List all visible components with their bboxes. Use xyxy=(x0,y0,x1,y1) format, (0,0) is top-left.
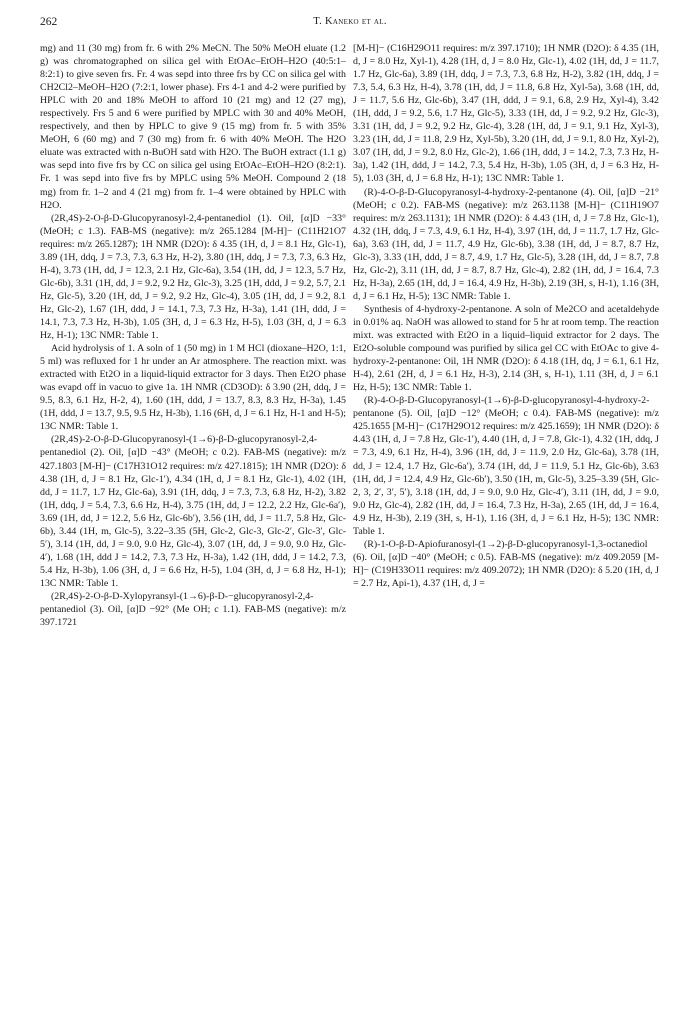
paragraph-acid-hydrolysis: Acid hydrolysis of 1. A soln of 1 (50 mg) in 1 M HCl (dioxane–H2O, 1:1, 5 ml) was refluxed for 1 hr under an Ar atmosphere. The reaction mixt. was extracted with Et2O in a liquid-liquid extractor for 3 days. Then Et2O phase was evapd off in vacuo to give 1a. 1H NMR (CD3OD): δ 3.90 (2H, ddq, J = 9.5, 8.3, 6.1 Hz, H-2, 4), 1.60 (1H, ddd, J = 13.7, 8.3, 8.3 Hz, H-3a), 1.45 (1H, ddd, J = 13.7, 9.5, 9.5 Hz, H-3b), 1.16 (6H, d, J = 6.1 Hz, H-1 and H-5); 13C NMR: Table 1. xyxy=(40,343,346,433)
paragraph-compound-2: (2R,4S)-2-O-β-D-Glucopyranosyl-(1→6)-β-D-glucopyranosyl-2,4-pentanediol (2). Oil, [α]D −43° (MeOH; c 0.2). FAB-MS (negative): m/z 427.1803 [M-H]− (C17H31O12 requires: m/z 427.1815); 1H NMR (D2O): δ 4.38 (1H, d, J = 8.1 Hz, Glc-1′), 4.34 (1H, d, J = 8.1 Hz, Glc-1), 4.02 (1H, dd, J = 11.7, 1.7 Hz, Glc-6a), 3.91 (1H, ddq, J = 7.3, 7.3, 6.8 Hz, H-2), 3.82 (1H, ddq, J = 5.4, 7.3, 6.6 Hz, H-4), 3.75 (1H, dd, J = 12.2, 2.2 Hz, Glc-6a′), 3.69 (1H, dd, J = 12.2, 5.6 Hz, Glc-6b′), 3.56 (1H, dd, J = 11.7, 5.8 Hz, Glc-6b), 3.44 (1H, m, Glc-5), 3.22–3.35 (5H, Glc-2, Glc-3, Glc-2′, Glc-3′, Glc-5′), 3.14 (1H, dd, J = 9.0, 9.0 Hz, Glc-4), 3.07 (1H, dd, J = 9.0, 9.0 Hz, Glc-4′), 1.68 (1H, ddd J = 14.2, 7.3, 7.3 Hz, H-3a), 1.42 (1H, ddd, J = 14.2, 7.3, 5.4 Hz, H-3b), 1.06 (3H, d, J = 6.6 Hz, H-5), 1.04 (3H, d, J = 6.8 Hz, H-1); 13C NMR: Table 1. xyxy=(40,434,346,589)
paragraph-left-1: mg) and 11 (30 mg) from fr. 6 with 2% MeCN. The 50% MeOH eluate (1.2 g) was chromatographed on silica gel with EtOAc–EtOH–H2O (40:5:1–8:2:1) to give seven frs. Fr. 4 was sepd into three frs by CC on silica gel with CH2Cl2–MeOH–H2O (7:2:1, lower phase). Frs 4-1 and 4-2 were purified by HPLC with 20 and 18% MeOH to afford 10 (21 mg) and 12 (27 mg), respectively. Frs 5 and 6 were purified by MPLC with 30 and 40% MeOH, respectively, and then by HPLC to give 9 (15 mg) from fr. 5 with 35% MeOH, 6 (60 mg) and 7 (30 mg) from fr. 6 with 40% MeOH. The H2O eluate was extracted with n-BuOH satd with H2O. The BuOH extract (1.1 g) was sepd into five frs by CC on silica gel using EtOAc–EtOH–H2O (8:2:1). Fr. 1 was sepd into five frs by MPLC using 5% MeOH. Compound 2 (18 mg) from fr. 1–2 and 4 (21 mg) from fr. 1–4 were obtained by HPLC with H2O. xyxy=(40,43,346,211)
right-column xyxy=(353,42,659,590)
left-column xyxy=(40,42,346,629)
page-number: 262 xyxy=(40,16,58,28)
paragraph-synthesis: Synthesis of 4-hydroxy-2-pentanone. A soln of Me2CO and acetaldehyde in 0.01% aq. NaOH was allowed to stand for 5 hr at room temp. The reaction mixt. was extracted with Et2O in a liquid–liquid extractor for 2 days. The Et2O-soluble compound was purified by silica gel CC with EtOAc to give 4-hydroxy-2-pentanone: Oil, 1H NMR (D2O): δ 4.18 (1H, dq, J = 6.1, 6.1 Hz, H-4), 2.61 (2H, d, J = 6.1 Hz, H-3), 2.14 (3H, s, H-1), 1.11 (3H, d, J = 6.1 Hz, H-5); 13C NMR: Table 1. xyxy=(353,303,659,394)
paragraph-compound-3: (2R,4S)-2-O-β-D-Xylopyransyl-(1→6)-β-D-−glucopyranosyl-2,4-pentanediol (3). Oil, [α]D −92° (Me OH; c 1.1). FAB-MS (negative): m/z 397.1721 xyxy=(40,590,346,629)
paragraph-compound-5: (R)-4-O-β-D-Glucopyranosyl-(1→6)-β-D-glucopyranosyl-4-hydroxy-2-pentanone (5). Oil, [α]D −12° (MeOH; c 0.4). FAB-MS (negative): m/z 425.1655 [M-H]− (C17H29O12 requires: m/z 425.1659); 1H NMR (D2O): δ 4.43 (1H, d, J = 7.8 Hz, Glc-1′), 4.40 (1H, d, J = 7.8, Glc-1), 4.32 (1H, ddq, J = 7.3, 4.9, 6.1 Hz, H-4), 3.96 (1H, dd, J = 11.9, 2.0 Hz, Glc-6a), 3.78 (1H, dd, J = 12.4, 1.7 Hz, Glc-6a′), 3.74 (1H, dd, J = 11.9, 5.1 Hz, Glc-6b), 3.63 (1H, dd, J = 12.4, 4.9 Hz, Glc-6b′), 3.50 (1H, m, Glc-5), 3.25–3.39 (5H, Glc-2, 3, 2′, 3′, 5′), 3.18 (1H, dd, J = 9.0, 9.0 Hz, Glc-4′), 3.11 (1H, dd, J = 9.0, 9.0 Hz, Glc-4), 2.82 (1H, dd, J = 16.4, 7.3 Hz, H-3a), 2.65 (1H, dd, J = 16.4, 4.9 Hz, H-3b), 2.19 (3H, s, H-1), 1.16 (3H, d, J = 6.1 Hz, H-5); 13C NMR: Table 1. xyxy=(353,395,659,537)
paragraph-compound-6: (R)-1-O-β-D-Apiofuranosyl-(1→2)-β-D-glucopyranosyl-1,3-octanediol (6). Oil, [α]D −40° (MeOH; c 0.5). FAB-MS (negative): m/z 409.2059 [M-H]− (C19H33O11 requires: m/z 409.2072); 1H NMR (D2O): δ 5.20 (1H, d, J = 2.7 Hz, Api-1), 4.37 (1H, d, J = xyxy=(353,538,659,589)
page-header xyxy=(40,16,660,36)
paragraph-compound-3-cont: [M-H]− (C16H29O11 requires: m/z 397.1710); 1H NMR (D2O): δ 4.35 (1H, d, J = 8.0 Hz, Xyl-1), 4.28 (1H, d, J = 8.0 Hz, Glc-1), 4.02 (1H, dd, J = 11.7, 1.7 Hz, Glc-6a), 3.89 (1H, ddq, J = 7.3, 7.3, 6.8 Hz, H-2), 3.82 (1H, ddq, J = 7.3, 5.4, 6.3 Hz, H-4), 3.78 (1H, dd, J = 11.8, 6.8 Hz, Xyl-5a), 3.68 (1H, dd, J = 11.7, 5.6 Hz, Glc-6b), 3.47 (1H, ddd, J = 9.1, 6.8, 2.9 Hz, Xyl-4), 3.42 (1H, ddd, J = 9.2, 5.6, 1.7 Hz, Glc-5), 3.33 (1H, dd, J = 9.2, 9.2 Hz, Glc-3), 3.31 (1H, dd, J = 9.2, 9.2 Hz, Glc-4), 3.28 (1H, dd, J = 9.1, 9.1 Hz, Xyl-3), 3.23 (1H, dd, J = 11.8, 2.9 Hz, Xyl-5b), 3.20 (1H, dd, J = 9.1, 8.0 Hz, Xyl-2), 3.07 (1H, dd, J = 9.2, 8.0 Hz, Glc-2), 1.66 (1H, ddd, J = 14.2, 7.3, 7.3 Hz, H-3a), 1.42 (1H, ddd, J = 14.2, 7.3, 5.4 Hz, H-3b), 1.05 (3H, d, J = 6.3 Hz, H-5), 1.03 (3H, d, J = 6.8 Hz, H-1); 13C NMR: Table 1. xyxy=(353,43,659,185)
paragraph-compound-4: (R)-4-O-β-D-Glucopyranosyl-4-hydroxy-2-pentanone (4). Oil, [α]D −21° (MeOH; c 0.2). FAB-MS (negative): m/z 263.1138 [M-H]− (C11H19O7 requires: m/z 263.1131); 1H NMR (D2O): δ 4.43 (1H, d, J = 7.8 Hz, Glc-1), 4.32 (1H, ddq, J = 7.3, 4.9, 6.1 Hz, H-4), 3.97 (1H, dd, J = 11.7, 1.7 Hz, Glc-6a), 3.63 (1H, dd, J = 11.7, 4.9 Hz, Glc-6b), 3.38 (1H, dd, J = 8.7, 8.7 Hz, Glc-3), 3.33 (1H, ddd, J = 8.7, 4.9, 1.7 Hz, Glc-5), 3.28 (1H, dd, J = 8.7, 7.8 Hz, Glc-2), 3.11 (1H, dd, J = 8.7, 8.7 Hz, Glc-4), 2.82 (1H, dd, J = 16.4, 7.3 Hz, H-3a), 2.65 (1H, dd, J = 16.4, 4.9 Hz, H-3b), 2.19 (3H, s, H-1), 1.16 (3H, d, J = 6.1 Hz, H-5); 13C NMR: Table 1. xyxy=(353,186,659,302)
paragraph-compound-1: (2R,4S)-2-O-β-D-Glucopyranosyl-2,4-pentanediol (1). Oil, [α]D −33° (MeOH; c 1.3). FAB-MS (negative): m/z 265.1284 [M-H]− (C11H21O7 requires: m/z 265.1287); 1H NMR (D2O): δ 4.35 (1H, d, J = 8.1 Hz, Glc-1), 3.89 (1H, ddq, J = 7.3, 7.3, 6.3 Hz, H-2), 3.80 (1H, ddq, J = 7.3, 7.3, 6.3 Hz, H-4), 3.73 (1H, dd, J = 12.3, 2.1 Hz, Glc-6a), 3.54 (1H, dd, J = 12.3, 5.7 Hz, Glc-6b), 3.31 (1H, dd, J = 9.2, 9.2 Hz, Glc-3), 3.25 (1H, ddd, J = 9.2, 5.7, 2.1 Hz, Glc-5), 3.20 (1H, dd, J = 9.2, 9.2 Hz, Glc-4), 3.05 (1H, dd, J = 9.2, 8.1 Hz, Glc-2), 1.67 (1H, ddd, J = 14.1, 7.3, 7.3 Hz, H-3a), 1.41 (1H, ddd, J = 14.1, 7.3, 7.3 Hz, H-3b), 1.05 (3H, d, J = 6.3 Hz, H-5), 1.03 (3H, d, J = 6.3 Hz, H-1); 13C NMR: Table 1. xyxy=(40,212,346,342)
running-head: T. Kaneko et al. xyxy=(313,16,387,27)
